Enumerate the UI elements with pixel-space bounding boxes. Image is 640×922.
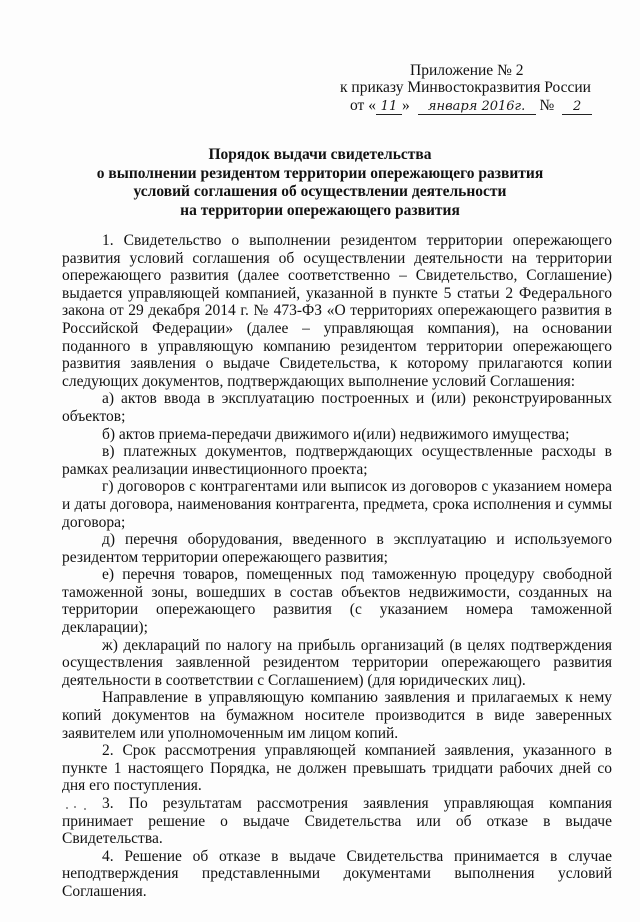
title-line-2: о выполнении резидентом территории опережающего развития: [96, 164, 544, 182]
submission-paragraph: Направление в управляющую компанию заявления и прилагаемых к нему копий документов на бумажном носителе производится в виде заверенных заявителем или уполномоченным им лицом копий.: [62, 689, 612, 742]
paragraph-1: 1. Свидетельство о выполнении резидентом территории опережающего развития условий соглашения об осуществлении деятельности на территории опережающего развития (далее соответственно – Свидетельство, Соглашение) выдается управляющей компанией, указанной в пункте 5 статьи 2 Федерального закона от 29 декабря 2014 г. № 473-ФЗ «О территориях опережающего развития в Российской Федерации» (далее – управляющая компания), на основании поданного в управляющую компанию резидентом территории опережающего развития заявления о выдаче Свидетельства, к которому прилагаются копии следующих документов, подтверждающих выполнение условий Соглашения:: [62, 232, 612, 390]
date-prefix: от «: [350, 97, 376, 114]
item-d: д) перечня оборудования, введенного в эксплуатацию и используемого резидентом территории опережающего развития;: [62, 531, 612, 566]
item-b: б) актов приема-передачи движимого и(или) недвижимого имущества;: [102, 425, 570, 443]
item-e: е) перечня товаров, помещенных под таможенную процедуру свободной таможенной зоны, вошедших в состав объектов недвижимости, созданных на территории опережающего развития (с указанием номера таможенной декларации);: [62, 566, 612, 637]
number-label: №: [539, 97, 555, 114]
title-line-1: Порядок выдачи свидетельства: [208, 146, 432, 163]
handwritten-month-year: января 2016г.: [418, 100, 536, 115]
appendix-header: [340, 62, 620, 115]
scan-speck: [66, 807, 68, 809]
scan-speck: [84, 808, 86, 810]
title-line-4: на территории опережающего развития: [180, 201, 460, 219]
title-line-3: условий соглашения об осуществлении деятельности: [133, 183, 507, 200]
paragraph-3: 3. По результатам рассмотрения заявления управляющая компания принимает решение о выдаче Свидетельства или об отказе в выдаче Свидетельства.: [62, 795, 612, 848]
handwritten-order-number: 2: [562, 100, 592, 115]
item-v: в) платежных документов, подтверждающих осуществленные расходы в рамках реализации инвестиционного проекта;: [62, 443, 612, 478]
handwritten-day: 11: [376, 100, 402, 115]
date-close-quote: »: [401, 97, 410, 114]
appendix-number: Приложение № 2: [410, 62, 524, 79]
order-reference: к приказу Минвостокразвития России: [340, 79, 591, 96]
order-date-line: [340, 97, 620, 115]
scan-speck: [74, 806, 76, 808]
paragraph-4: 4. Решение об отказе в выдаче Свидетельства принимается в случае неподтверждения представленными документами выполнения условий Соглашения.: [62, 847, 612, 900]
item-zh: ж) деклараций по налогу на прибыль организаций (в целях подтверждения осуществления заявленной резидентом территории опережающего развития деятельности в соответствии с Соглашением) (для юридических лиц).: [62, 636, 612, 689]
paragraph-2: 2. Срок рассмотрения управляющей компанией заявления, указанного в пункте 1 настоящего Порядка, не должен превышать тридцати рабочих дней со дня его поступления.: [62, 742, 612, 795]
item-g: г) договоров с контрагентами или выписок из договоров с указанием номера и даты договора, наименования контрагента, предмета, срока исполнения и суммы договора;: [62, 478, 612, 531]
document-body: [62, 232, 612, 901]
document-title: [60, 146, 580, 220]
item-a: а) актов ввода в эксплуатацию построенных и (или) реконструированных объектов;: [62, 390, 612, 425]
